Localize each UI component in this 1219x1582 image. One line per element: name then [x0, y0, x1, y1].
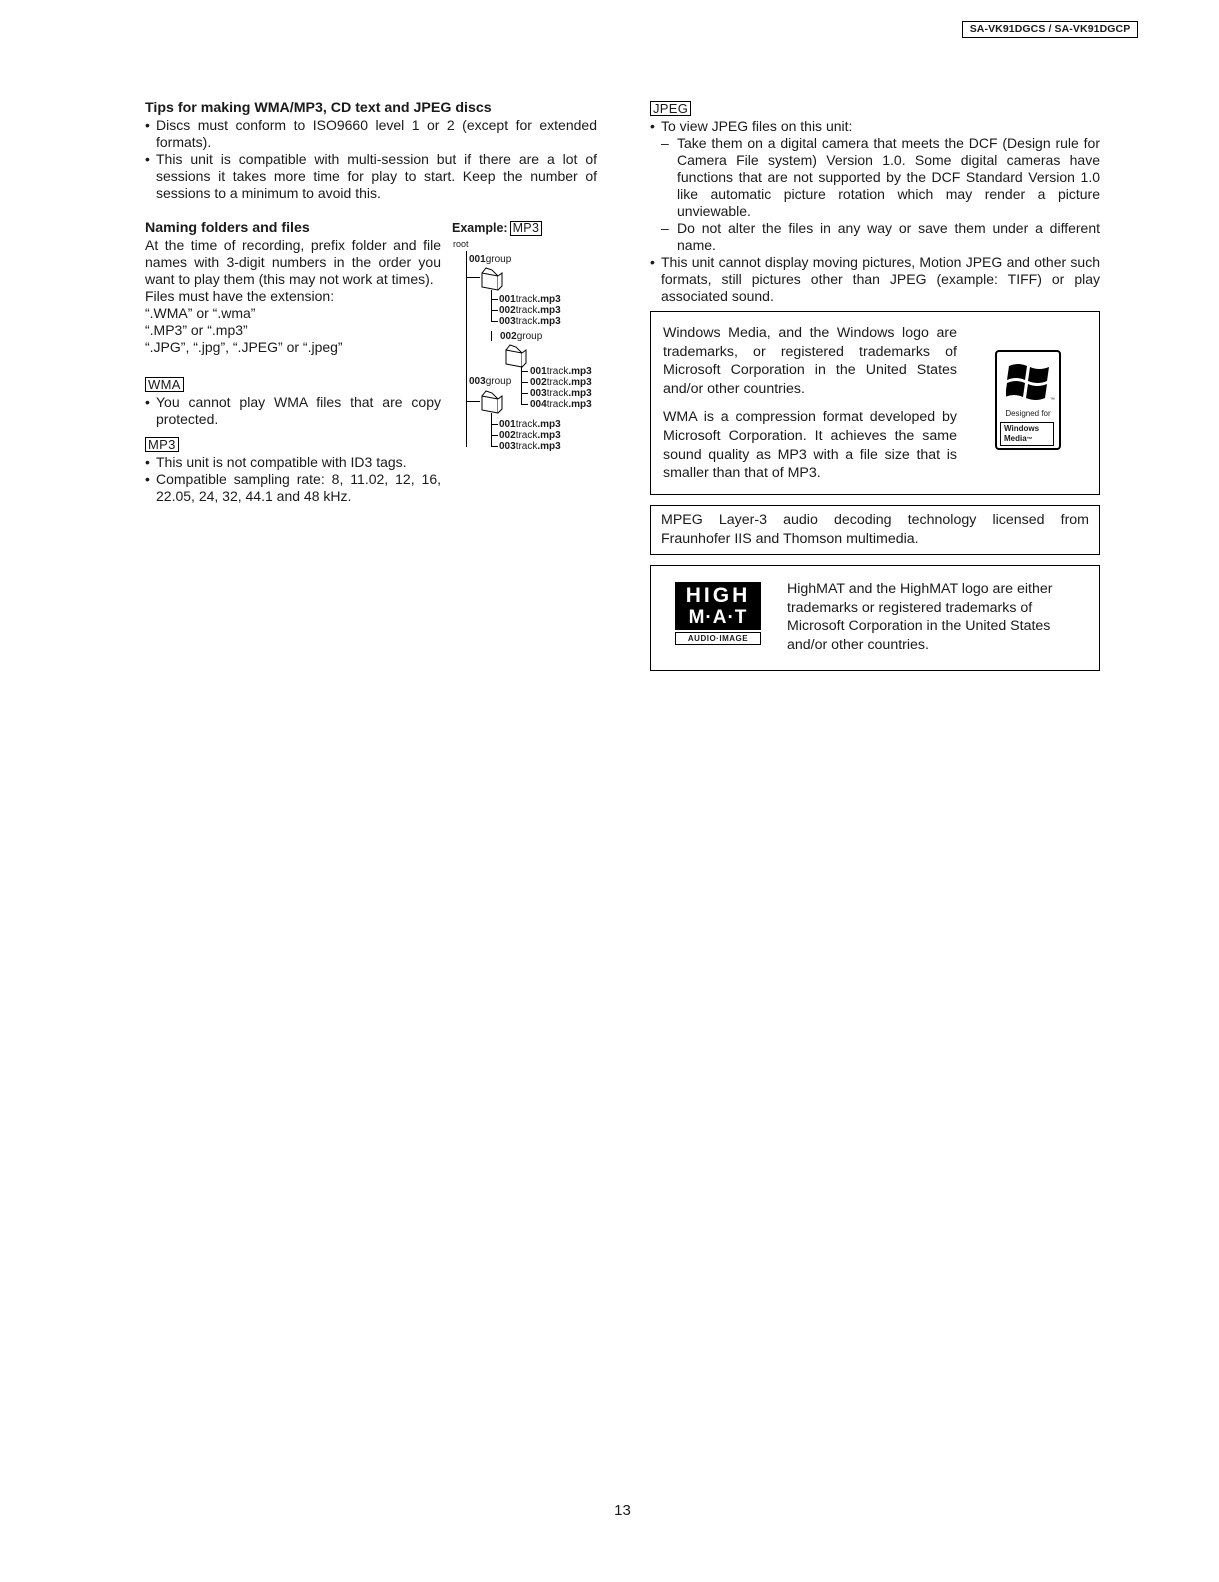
list-item: • This unit cannot display moving pictures, Motion JPEG and other such formats, still pictures other than JPEG (example: TIFF) or play associated sound. — [650, 254, 1100, 305]
jpeg-lead: To view JPEG files on this unit: — [661, 118, 853, 134]
list-item: – Take them on a digital camera that meets the DCF (Design rule for Camera File system) Version 1.0. Some digital cameras have functions that are not supported by the DCF Standard Version 1.0 like automatic picture rotation which may render a picture unviewable. — [650, 135, 1100, 220]
mp3-list — [145, 454, 441, 505]
naming-intro: At the time of recording, prefix folder and file names with 3-digit numbers in the order you want to play them (this may not work at times). — [145, 237, 441, 287]
left-column — [145, 100, 597, 550]
model-number-header: SA-VK91DGCS / SA-VK91DGCP — [962, 21, 1138, 38]
extension-wma: “.WMA” or “.wma” — [145, 305, 256, 321]
track-file: 002track.mp3 — [530, 377, 592, 388]
track-file: 001track.mp3 — [499, 419, 561, 430]
track-file: 002track.mp3 — [499, 430, 561, 441]
designed-for-label: Designed for — [1005, 409, 1051, 418]
list-item: – Do not alter the files in any way or save them under a different name. — [650, 220, 1100, 254]
mp3-section — [145, 436, 441, 505]
list-item: • You cannot play WMA files that are copy protected. — [145, 394, 441, 428]
list-item: • This unit is compatible with multi-session but if there are a lot of sessions it takes more time for play to start. Keep the number of sessions to a minimum to avoid this. — [145, 151, 597, 202]
tree-line — [491, 435, 498, 436]
list-item: • Discs must conform to ISO9660 level 1 or 2 (except for extended formats). — [145, 117, 597, 151]
highmat-trademark-box — [650, 565, 1100, 671]
extension-jpeg: “.JPG”, “.jpg”, “.JPEG” or “.jpeg” — [145, 339, 343, 355]
windows-text — [663, 324, 957, 483]
wma-tag: WMA — [145, 377, 184, 392]
folder-tree-diagram — [450, 220, 600, 470]
example-mp3-tag: MP3 — [510, 221, 543, 236]
naming-heading: Naming folders and files — [145, 220, 310, 236]
track-file: 001track.mp3 — [530, 366, 592, 377]
extension-mp3: “.MP3” or “.mp3” — [145, 322, 248, 338]
windows-label: Windows — [1004, 424, 1040, 433]
tree-line — [491, 290, 492, 322]
right-column — [650, 100, 1100, 671]
tree-line — [521, 371, 528, 372]
wma-list — [145, 394, 441, 428]
page-number: 13 — [614, 1502, 631, 1519]
wma-section — [145, 376, 441, 428]
highmat-line1: HIGH — [685, 584, 751, 608]
track-file: 002track.mp3 — [499, 305, 561, 316]
tree-line — [491, 413, 492, 447]
tree-line — [491, 424, 498, 425]
jpeg-tag: JPEG — [650, 101, 691, 116]
tips-list — [145, 117, 597, 202]
highmat-trademark-text: HighMAT and the HighMAT logo are either trademarks or registered trademarks of Microsoft Corporation in the United States and/or other countries. — [787, 581, 1053, 653]
windows-trademark-text: Windows Media, and the Windows logo are trademarks, or registered trademarks of Microsoft Corporation in the United States and/or other countries. — [663, 325, 957, 397]
list-item: • This unit is not compatible with ID3 tags. — [145, 454, 441, 471]
track-file: 004track.mp3 — [530, 399, 592, 410]
tips-heading: Tips for making WMA/MP3, CD text and JPEG discs — [145, 100, 492, 116]
highmat-line2: M·A·T — [688, 607, 748, 629]
tree-line — [491, 321, 498, 322]
track-file: 001track.mp3 — [499, 294, 561, 305]
highmat-logo — [675, 582, 761, 650]
tree-line — [491, 299, 498, 300]
list-item — [650, 118, 1100, 254]
tree-line — [466, 251, 467, 447]
track-file: 003track.mp3 — [530, 388, 592, 399]
extension-intro: Files must have the extension: — [145, 288, 335, 304]
tree-line — [521, 393, 528, 394]
mp3-tag: MP3 — [145, 437, 179, 452]
wma-description: WMA is a compression format developed by Microsoft Corporation. It achieves the same sound quality as MP3 with a file size that is smaller than that of MP3. — [663, 409, 957, 482]
windows-flag-icon — [1006, 358, 1052, 404]
group-002-label: 002group — [500, 331, 543, 342]
windows-trademark-box — [650, 311, 1100, 495]
tree-line — [491, 331, 492, 341]
tree-line — [466, 401, 480, 402]
tree-line — [491, 310, 498, 311]
tree-line — [491, 446, 498, 447]
windows-media-label — [1000, 422, 1054, 446]
windows-media-logo — [995, 350, 1061, 450]
naming-section — [145, 220, 597, 550]
tree-line — [521, 382, 528, 383]
media-label: Media™ — [1004, 434, 1033, 443]
tree-line — [521, 404, 528, 405]
group-001-label: 001group — [469, 254, 512, 265]
jpeg-list — [650, 118, 1100, 305]
folder-icon — [480, 265, 504, 291]
tm-mark: ™ — [1050, 397, 1055, 403]
track-file: 003track.mp3 — [499, 316, 561, 327]
folder-icon — [480, 388, 504, 414]
tree-line — [466, 277, 480, 278]
example-label — [452, 221, 542, 236]
group-003-label: 003group — [469, 376, 512, 387]
mpeg-license-text: MPEG Layer-3 audio decoding technology licensed from Fraunhofer IIS and Thomson multimedia. — [661, 512, 1089, 547]
mpeg-license-box — [650, 505, 1100, 555]
folder-icon — [504, 342, 528, 368]
track-file: 003track.mp3 — [499, 441, 561, 452]
tree-root: root — [453, 239, 469, 249]
list-item: • Compatible sampling rate: 8, 11.02, 12, 16, 22.05, 24, 32, 44.1 and 48 kHz. — [145, 471, 441, 505]
naming-text — [145, 220, 441, 505]
highmat-logo-block — [675, 582, 761, 630]
highmat-line3: AUDIO·IMAGE — [675, 632, 761, 645]
example-text: Example: — [452, 221, 508, 235]
jpeg-sublist — [650, 135, 1100, 254]
